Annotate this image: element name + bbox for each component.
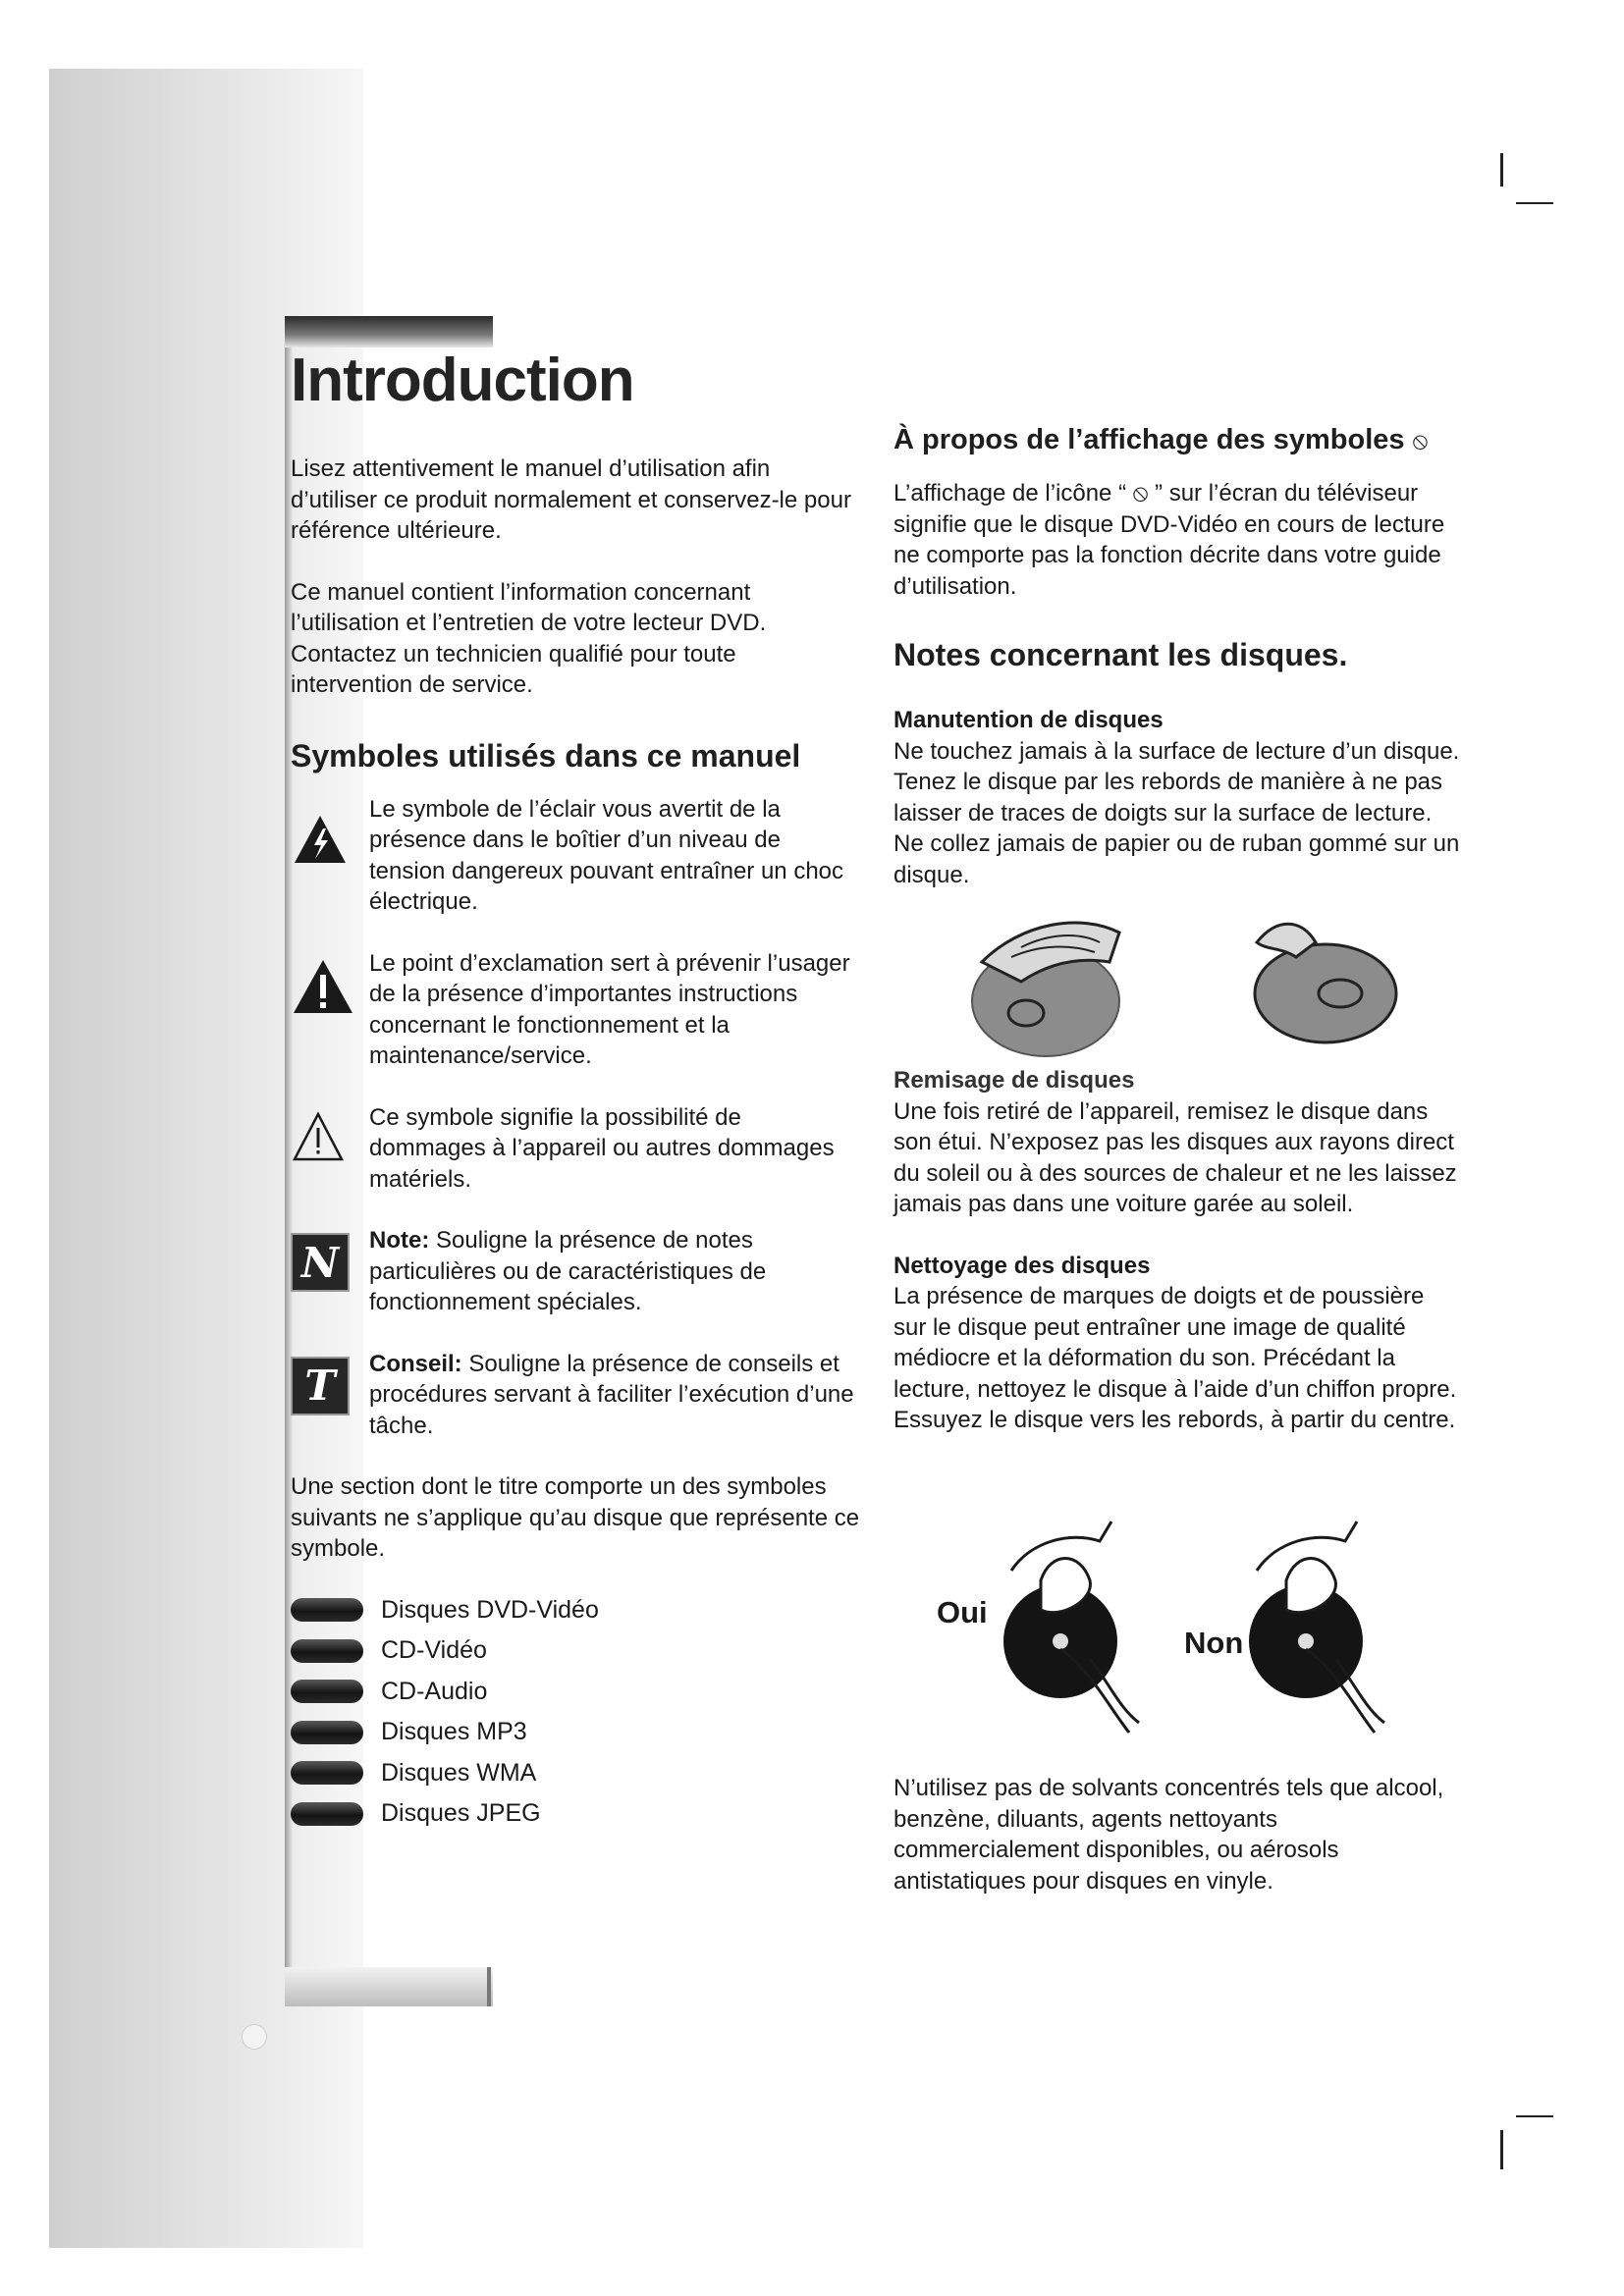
disc-type-list [291, 1590, 860, 1835]
disc-type-item [291, 1630, 860, 1672]
note-text: Souligne la présence de notes particulières ou de caractéristiques de fonctionnement spéciales. [369, 1227, 767, 1315]
disc-symbol-pill-icon [291, 1639, 363, 1663]
page-number-dot [242, 2024, 267, 2050]
cleaning-text: La présence de marques de doigts et de poussière sur le disque peut entraîner une image de qualité médiocre et la déformation du son. Précédant la lecture, nettoyez le disque à l’aide d’un chiffon propre. Essuyez le disque vers les rebords, à partir du centre. [893, 1283, 1457, 1433]
display-symbol-heading [893, 424, 1463, 456]
crop-mark [1500, 2130, 1503, 2169]
crop-mark [1516, 2115, 1553, 2117]
page-title: Introduction [291, 347, 634, 414]
bottom-accent-bar [285, 1967, 493, 2006]
display-symbol-heading-text: À propos de l’affichage des symboles [893, 424, 1405, 455]
disc-handling-illustration [962, 903, 1414, 1070]
disc-cleaning-illustration [1001, 1512, 1473, 1747]
solvent-warning-text: N’utilisez pas de solvants concentrés tels que alcool, benzène, diluants, agents nettoyants commercialement disponibles, ou aérosols antistatiques pour disques en vinyle. [893, 1775, 1444, 1895]
crop-mark [1500, 153, 1503, 187]
caution-description: Ce symbole signifie la possibilité de dommages à l’appareil ou autres dommages matériels. [369, 1103, 835, 1193]
lightning-description: Le symbole de l’éclair vous avertit de la présence dans le boîtier d’un niveau de tension dangereux pouvant entraîner un choc électrique. [369, 795, 844, 915]
right-column [893, 424, 1463, 890]
note-icon-letter: N [291, 1233, 350, 1292]
handling-heading: Manutention de disques [893, 707, 1164, 733]
yes-label: Oui [937, 1595, 988, 1629]
intro-paragraph: Lisez attentivement le manuel d’utilisation afin d’utiliser ce produit normalement et conservez-le pour référence ultérieure. [291, 455, 851, 544]
note-description [369, 1225, 860, 1318]
handling-text: Ne touchez jamais à la surface de lecture d’un disque. Tenez le disque par les rebords de manière à ne pas laisser de traces de doigts sur la surface de lecture. Ne collez jamais de papier ou de ruban gommé sur un disque. [893, 737, 1460, 888]
disc-type-label: Disques DVD-Vidéo [381, 1595, 599, 1624]
disc-notes-heading: Notes concernant les disques. [893, 637, 1348, 672]
disc-type-label: Disques MP3 [381, 1718, 527, 1746]
caution-icon [291, 1106, 346, 1170]
tip-icon-letter: T [291, 1357, 350, 1415]
exclamation-symbol-row [291, 948, 860, 1072]
exclamation-description: Le point d’exclamation sert à prévenir l’usager de la présence d’importantes instructions concernant le fonctionnement et la maintenance/service. [369, 949, 850, 1069]
disc-symbol-pill-icon [291, 1598, 363, 1622]
intro-paragraph: Ce manuel contient l’information concernant l’utilisation et l’entretien de votre lecteur DVD. Contactez un technicien qualifié pour toute intervention de service. [291, 578, 767, 698]
tip-description [369, 1349, 860, 1442]
note-icon [291, 1233, 350, 1292]
prohibited-icon: ⦸ [1412, 428, 1429, 454]
left-column [291, 454, 860, 1835]
tip-symbol-row [291, 1349, 860, 1442]
no-label: Non [1184, 1626, 1244, 1660]
disc-type-label: Disques WMA [381, 1758, 537, 1787]
bottom-tick [487, 1967, 491, 2006]
lightning-warning-icon [291, 800, 350, 874]
tip-icon [291, 1357, 350, 1415]
disc-type-label: CD-Audio [381, 1677, 488, 1705]
disc-type-label: CD-Vidéo [381, 1636, 487, 1665]
right-column-footer [893, 1773, 1463, 1896]
caution-symbol-row [291, 1102, 860, 1196]
note-label: Note: [369, 1227, 430, 1254]
right-column-continued [893, 1065, 1463, 1436]
disc-type-item [291, 1590, 860, 1631]
section-applicability-text: Une section dont le titre comporte un des symboles suivants ne s’applique qu’au disque que représente ce symbole. [291, 1473, 860, 1562]
tip-label: Conseil: [369, 1350, 462, 1377]
storage-heading: Remisage de disques [893, 1067, 1135, 1094]
disc-type-item [291, 1753, 860, 1794]
cleaning-heading: Nettoyage des disques [893, 1252, 1151, 1279]
crop-mark [1516, 202, 1553, 204]
title-accent-bar [285, 316, 493, 347]
disc-symbol-pill-icon [291, 1761, 363, 1785]
disc-symbol-pill-icon [291, 1721, 363, 1744]
exclamation-warning-icon [291, 948, 355, 1022]
disc-type-item [291, 1672, 860, 1713]
storage-text: Une fois retiré de l’appareil, remisez le disque dans son étui. N’exposez pas les disques aux rayons direct du soleil ou à des sources de chaleur et ne les laissez jamais pas dans une voiture garée au soleil. [893, 1097, 1457, 1217]
disc-type-item [291, 1793, 860, 1835]
disc-type-label: Disques JPEG [381, 1799, 541, 1828]
tip-text: Souligne la présence de conseils et procédures servant à faciliter l’exécution d’une tâche. [369, 1350, 854, 1439]
symbols-heading: Symboles utilisés dans ce manuel [291, 737, 801, 774]
disc-symbol-pill-icon [291, 1680, 363, 1703]
lightning-symbol-row [291, 794, 860, 918]
display-symbol-text: L’affichage de l’icône “ ⦸ ” sur l’écran du téléviseur signifie que le disque DVD-Vidéo en cours de lecture ne comporte pas la fonction décrite dans votre guide d’utilisation. [893, 480, 1445, 600]
disc-symbol-pill-icon [291, 1802, 363, 1826]
disc-type-item [291, 1712, 860, 1753]
note-symbol-row [291, 1225, 860, 1318]
